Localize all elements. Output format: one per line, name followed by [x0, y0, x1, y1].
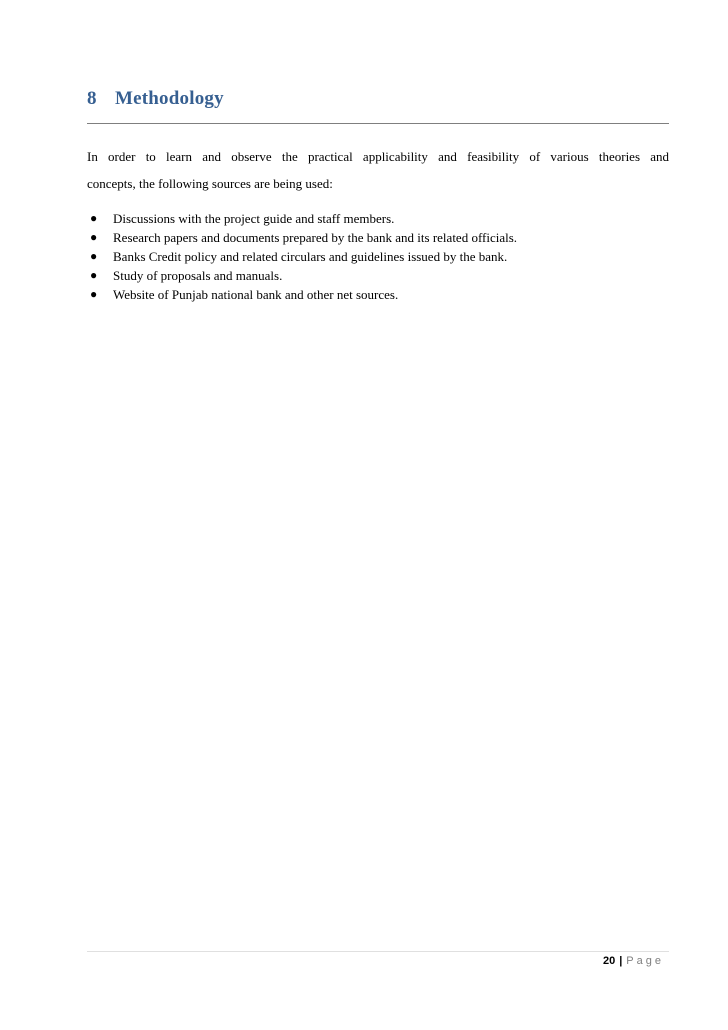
- bullet-icon: ●: [90, 211, 98, 225]
- section-title: Methodology: [115, 88, 224, 109]
- list-item-text: Website of Punjab national bank and other net sources.: [113, 287, 399, 302]
- list-item: [87, 228, 669, 247]
- list-item: [87, 209, 669, 228]
- list-item-text: Banks Credit policy and related circulars and guidelines issued by the bank.: [113, 249, 508, 264]
- list-item-text: Study of proposals and manuals.: [113, 268, 283, 283]
- list-item-text: Discussions with the project guide and staff members.: [113, 211, 395, 226]
- intro-line-2: concepts, the following sources are being used:: [87, 176, 333, 191]
- page-label: Page: [626, 955, 664, 967]
- list-item: [87, 285, 669, 304]
- bullet-icon: ●: [90, 287, 98, 301]
- page-number: 20: [602, 955, 616, 967]
- section-number: 8: [87, 88, 97, 109]
- list-item: [87, 266, 669, 285]
- list-item: [87, 247, 669, 266]
- footer-divider: [87, 951, 669, 952]
- footer-separator: |: [619, 955, 623, 967]
- list-item-text: Research papers and documents prepared by the bank and its related officials.: [113, 230, 518, 245]
- bullet-icon: ●: [90, 230, 98, 244]
- heading-divider: [87, 123, 669, 124]
- intro-paragraph: [87, 143, 669, 197]
- intro-line-1: In order to learn and observe the practical applicability and feasibility of various theories and: [87, 149, 669, 164]
- bullet-icon: ●: [90, 268, 98, 282]
- sources-list: [87, 209, 669, 304]
- page-footer: [603, 955, 664, 967]
- section-heading: [87, 88, 669, 110]
- bullet-icon: ●: [90, 249, 98, 263]
